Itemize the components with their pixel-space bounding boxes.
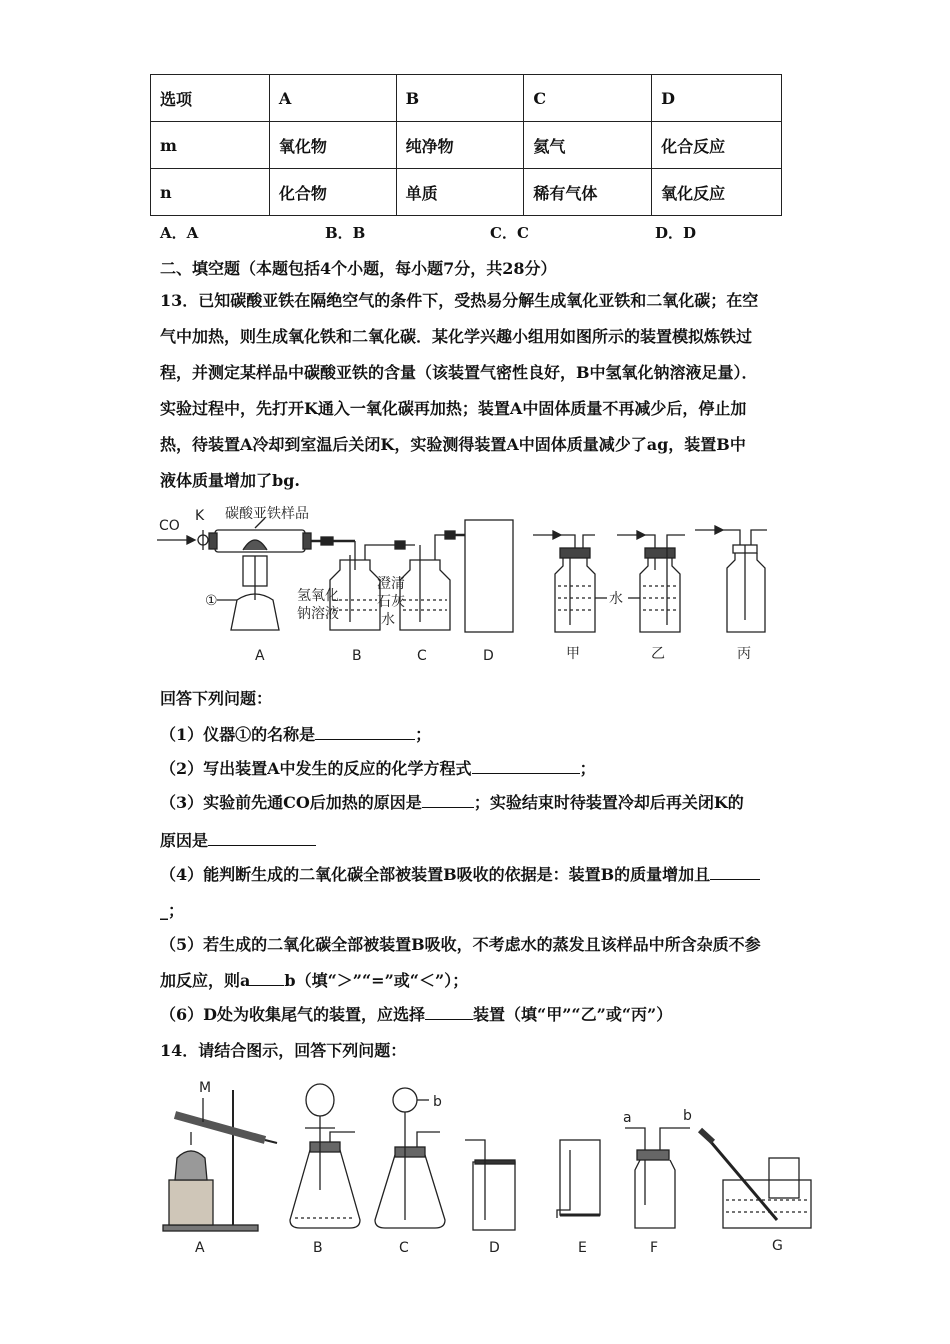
table-cell: 化合物 <box>269 169 396 216</box>
q13-5-cont <box>160 968 468 991</box>
q13-2-text: （2）写出装置A中发生的反应的化学方程式 <box>160 759 472 778</box>
q13-line: 程，并测定某样品中碳酸亚铁的含量（该装置气密性良好，B中氢氧化钠溶液足量）． <box>160 363 758 382</box>
bottle-d-tube <box>465 1140 485 1220</box>
q13-2-end: ； <box>579 759 596 778</box>
bottle-yi <box>640 558 680 632</box>
q13-4-end: _； <box>160 901 185 920</box>
q13-line: 气中加热，则生成氧化铁和二氧化碳．某化学兴趣小组用如图所示的装置模拟炼铁过 <box>160 327 753 346</box>
label-jia: 甲 <box>566 646 580 662</box>
bottle-e-tube <box>557 1150 570 1218</box>
answer-blank[interactable] <box>710 865 760 880</box>
table-header-cell: C <box>524 75 652 122</box>
q13-5-text-b: 加反应，则a <box>160 971 251 990</box>
q13-4-text: （4）能判断生成的二氧化碳全部被装置B吸收的依据是：装置B的质量增加且 <box>160 865 711 884</box>
bottle-bing <box>727 553 765 632</box>
thistle-funnel <box>393 1088 417 1112</box>
q13-3-cont <box>160 828 316 851</box>
table-cell: 氧化物 <box>269 122 396 169</box>
bottle-jia <box>555 558 595 632</box>
sample-pile <box>243 540 267 550</box>
label-e: E <box>578 1240 587 1256</box>
flask-c-outlet <box>417 1132 440 1147</box>
table-header-cell: A <box>269 75 396 122</box>
tube-stopper-right <box>303 533 311 549</box>
q14-title: 14．请结合图示，回答下列问题： <box>160 1041 407 1060</box>
flask-b-outlet <box>330 1132 355 1142</box>
table-cell: 化合反应 <box>652 122 782 169</box>
q13-3-text-b: ；实验结束时待装置冷却后再关闭K的 <box>473 793 744 812</box>
answer-blank[interactable] <box>422 793 474 808</box>
jia-stopper <box>560 548 590 558</box>
options-table <box>150 74 782 216</box>
bing-inlet <box>723 530 740 545</box>
q13-line: 13．已知碳酸亚铁在隔绝空气的条件下，受热易分解生成氧化亚铁和二氧化碳；在空 <box>160 291 759 310</box>
co-arrow-icon <box>187 536 195 544</box>
m-label: M <box>199 1080 212 1096</box>
label-g: G <box>772 1238 783 1254</box>
arrow-icon <box>637 531 645 539</box>
table-header-cell: D <box>652 75 782 122</box>
device-d-box <box>465 520 513 632</box>
choice-c: C．C <box>490 224 529 242</box>
q13-6-text-a: （6）D处为收集尾气的装置，应选择 <box>160 1005 426 1024</box>
label-d: D <box>483 648 494 664</box>
choice-a: A．A <box>160 224 199 242</box>
table-row <box>151 169 782 216</box>
tube-joint-3 <box>445 531 455 539</box>
lime-label-2: 石灰 <box>377 594 405 610</box>
choice-d: D．D <box>655 224 697 242</box>
table-cell: 稀有气体 <box>524 169 652 216</box>
flask-b-stopper <box>310 1142 340 1152</box>
table-header-cell: B <box>396 75 524 122</box>
label-d: D <box>489 1240 500 1256</box>
arrow-icon <box>553 531 561 539</box>
answer-blank[interactable] <box>208 831 316 846</box>
section-title: 二、填空题（本题包括4个小题，每小题7分，共28分） <box>160 259 557 278</box>
lime-label-3: 水 <box>381 612 395 628</box>
q13-1 <box>160 722 431 745</box>
answer-blank[interactable] <box>315 725 415 740</box>
answer-blank[interactable] <box>250 971 284 986</box>
wood-block <box>169 1180 213 1225</box>
choice-b: B．B <box>325 224 366 242</box>
delivery-tube-g <box>705 1135 777 1220</box>
tube-joint <box>321 537 333 545</box>
q13-3-text-a: （3）实验前先通CO后加热的原因是 <box>160 793 422 812</box>
co-label: CO <box>159 518 180 534</box>
q13-3 <box>160 790 744 813</box>
tube-joint-2 <box>395 541 405 549</box>
bottle-d-lid <box>475 1160 515 1164</box>
label-yi: 乙 <box>651 646 665 662</box>
funnel-b-label: b <box>433 1094 442 1110</box>
q14-apparatus-diagram <box>155 1070 815 1265</box>
tube-outlet-a <box>265 1140 277 1143</box>
label-a: A <box>255 648 265 664</box>
answer-blank[interactable] <box>425 1005 473 1020</box>
table-cell: 氦气 <box>524 122 652 169</box>
jia-outlet <box>583 535 595 548</box>
label-b: B <box>313 1240 323 1256</box>
stand-base <box>163 1225 258 1231</box>
collecting-bottle <box>769 1158 799 1198</box>
tube-stopper-left <box>209 533 217 549</box>
flask-c <box>375 1155 445 1228</box>
sep-funnel <box>306 1084 334 1116</box>
q13-text <box>160 283 790 499</box>
q13-3-text-c: 原因是 <box>160 831 209 850</box>
arrow-icon <box>715 526 723 534</box>
f-b-label: b <box>683 1108 692 1124</box>
answer-blank[interactable] <box>472 759 580 774</box>
q13-prompt: 回答下列问题： <box>160 689 273 708</box>
q13-1-end: ； <box>415 725 432 744</box>
q13-line: 实验过程中，先打开K通入一氧化碳再加热；装置A中固体质量不再减少后，停止加 <box>160 399 747 418</box>
label-b: B <box>352 648 362 664</box>
q13-line: 液体质量增加了bg. <box>160 471 300 490</box>
trough-g <box>723 1180 811 1228</box>
test-tube-a <box>175 1115 265 1140</box>
q13-6-text-b: 装置（填“甲”“乙”或“丙”） <box>473 1005 673 1024</box>
bing-outlet <box>751 530 767 545</box>
table-row <box>151 122 782 169</box>
yi-stopper <box>645 548 675 558</box>
label-bing: 丙 <box>737 646 751 662</box>
circle-one-label: ① <box>205 593 218 609</box>
table-cell: m <box>151 122 270 169</box>
naoh-label-1: 氢氧化 <box>297 588 339 604</box>
label-c: C <box>399 1240 409 1256</box>
table-header-cell: 选项 <box>151 75 270 122</box>
valve-k-label: K <box>195 508 205 524</box>
table-cell: 氧化反应 <box>652 169 782 216</box>
q13-apparatus-diagram <box>155 500 805 670</box>
flask-b <box>290 1150 360 1228</box>
water-label: 水 <box>609 591 623 607</box>
q13-5: （5）若生成的二氧化碳全部被装置B吸收，不考虑水的蒸发且该样品中所含杂质不参 <box>160 935 761 954</box>
flask-c-stopper <box>395 1147 425 1157</box>
lime-label-1: 澄清 <box>377 576 405 592</box>
q13-line: 热，待装置A冷却到室温后关闭K，实验测得装置A中固体质量减少了ag，装置B中 <box>160 435 746 454</box>
table-row <box>151 75 782 122</box>
bottle-d <box>473 1162 515 1230</box>
bottle-c <box>400 560 450 630</box>
q13-4 <box>160 862 760 885</box>
f-a-label: a <box>623 1110 632 1126</box>
table-cell: n <box>151 169 270 216</box>
q13-2 <box>160 756 596 779</box>
sample-label: 碳酸亚铁样品 <box>225 506 309 522</box>
spirit-lamp-a <box>175 1151 207 1180</box>
q13-1-text: （1）仪器①的名称是 <box>160 725 316 744</box>
label-a: A <box>195 1240 205 1256</box>
table-cell: 纯净物 <box>396 122 524 169</box>
bottle-f-stopper <box>637 1150 669 1160</box>
q13-5-text-c: b（填“＞”“=”或“＜”）； <box>284 971 469 990</box>
q13-6 <box>160 1002 672 1025</box>
table-cell: 单质 <box>396 169 524 216</box>
label-c: C <box>417 648 427 664</box>
bottle-f <box>635 1160 675 1228</box>
label-f: F <box>650 1240 659 1256</box>
b-to-c-tube <box>365 545 415 560</box>
hose-end-g <box>700 1130 713 1142</box>
bottle-e <box>560 1140 600 1215</box>
naoh-label-2: 钠溶液 <box>297 606 339 622</box>
